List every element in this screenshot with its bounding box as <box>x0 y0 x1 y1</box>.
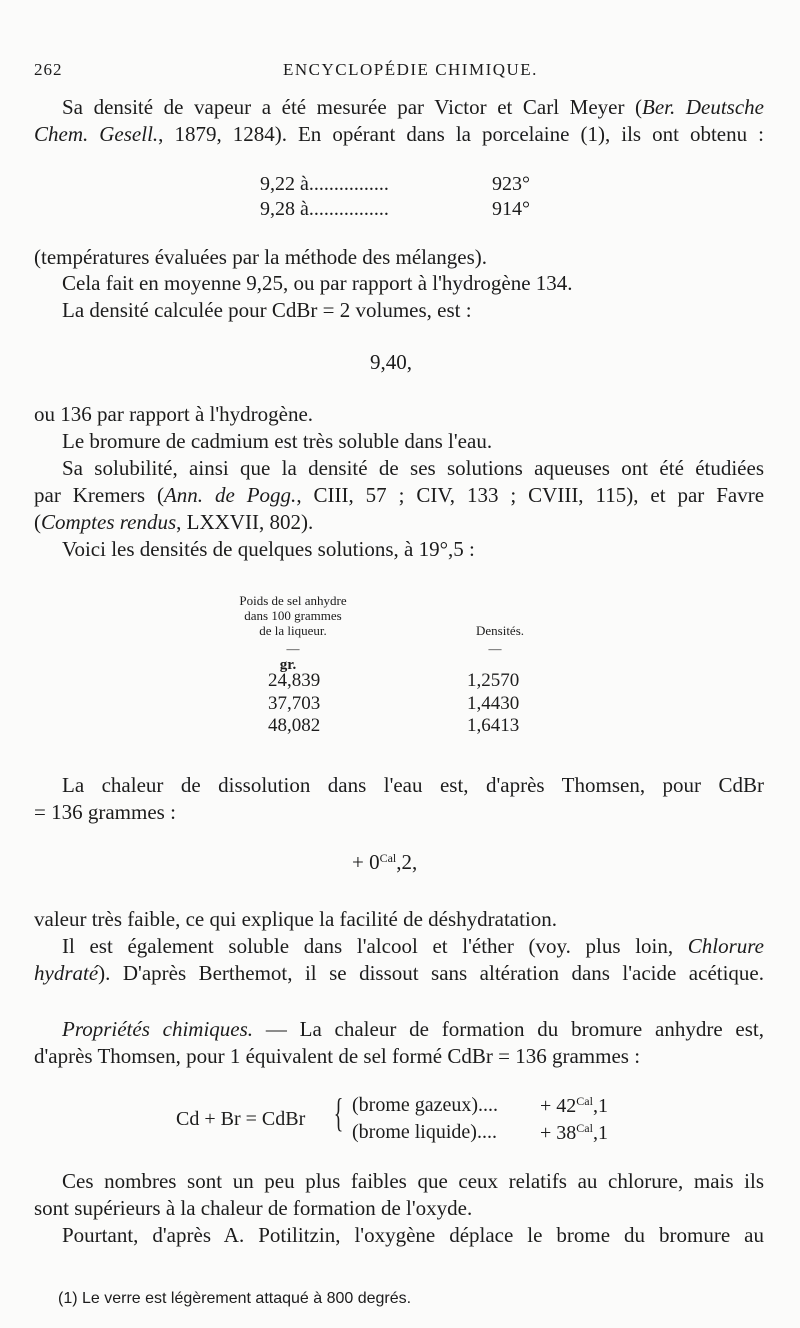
equation-lhs: Cd + Br = CdBr <box>176 1108 306 1130</box>
text-line: ou 136 par rapport à l'hydrogène. <box>34 402 314 426</box>
brace-symbol: { <box>333 1090 344 1135</box>
text-line: Chem. Gesell., 1879, 1284). En opérant dans la porcelaine (1), ils ont obtenu : <box>34 122 764 146</box>
calculated-density: 9,40, <box>370 350 412 374</box>
measure-temp: 923° <box>492 173 530 195</box>
table-dash: — <box>286 641 300 656</box>
table-cell-weight: 24,839 <box>268 670 321 691</box>
equation-case-value: + $42^{Cal},1$ <box>540 1094 608 1117</box>
equation-case-value: + $38^{Cal},1$ <box>540 1121 608 1144</box>
text-line: Ces nombres sont un peu plus faibles que ceux relatifs au chlorure, mais ils <box>62 1169 764 1193</box>
text-line: Sa solubilité, ainsi que la densité de ses solutions aqueuses ont été étudiées <box>62 456 764 480</box>
page-number: 262 <box>34 60 63 79</box>
text-line: Cela fait en moyenne 9,25, ou par rapport à l'hydrogène 134. <box>62 271 573 295</box>
text-line: Propriétés chimiques. — La chaleur de formation du bromure anhydre est, <box>62 1017 764 1041</box>
text-line: Sa densité de vapeur a été mesurée par Victor et Carl Meyer (Ber. Deutsche <box>62 95 764 119</box>
measure-value: 9,28 à................ <box>260 198 389 220</box>
text-line: Pourtant, d'après A. Potilitzin, l'oxygène déplace le brome du bromure au <box>62 1223 764 1247</box>
text-line: Il est également soluble dans l'alcool et l'éther (voy. plus loin, Chlorure <box>62 934 764 958</box>
table-column-header-weight: Poids de sel anhydre dans 100 grammes de la liqueur. <box>239 593 347 638</box>
equation-case-label: (brome liquide).... <box>352 1121 497 1143</box>
table-dash: — <box>488 641 502 656</box>
table-cell-density: 1,4430 <box>467 693 520 714</box>
table-cell-density: 1,6413 <box>467 715 520 736</box>
table-column-header-density: Densités. <box>475 623 525 638</box>
measure-value: 9,22 à................ <box>260 173 389 195</box>
text-line: = 136 grammes : <box>34 800 176 824</box>
text-line: (Comptes rendus, LXXVII, 802). <box>34 510 314 534</box>
table-cell-weight: 48,082 <box>268 715 321 736</box>
text-line: par Kremers (Ann. de Pogg., CIII, 57 ; CIV, 133 ; CVIII, 115), et par Favre <box>34 483 765 507</box>
table-cell-density: 1,2570 <box>467 670 520 691</box>
text-line: Voici les densités de quelques solutions, à 19°,5 : <box>62 537 475 561</box>
running-title: ENCYCLOPÉDIE CHIMIQUE. <box>283 60 538 79</box>
text-line: sont supérieurs à la chaleur de formation de l'oxyde. <box>34 1196 473 1220</box>
text-line: La densité calculée pour CdBr = 2 volumes, est : <box>62 298 472 322</box>
text-line: (températures évaluées par la méthode des mélanges). <box>34 245 488 269</box>
table-unit: gr. <box>279 657 297 673</box>
equation-case-label: (brome gazeux).... <box>352 1094 499 1116</box>
table-cell-weight: 37,703 <box>268 693 321 714</box>
text-line: La chaleur de dissolution dans l'eau est, d'après Thomsen, pour CdBr <box>62 773 764 797</box>
text-line: Le bromure de cadmium est très soluble dans l'eau. <box>62 429 493 453</box>
text-line: valeur très faible, ce qui explique la facilité de déshydratation. <box>34 907 558 931</box>
footnote: (1) Le verre est légèrement attaqué à 800 degrés. <box>58 1290 412 1307</box>
text-line: hydraté). D'après Berthemot, il se dissout sans altération dans l'acide acétique. <box>34 961 764 985</box>
measure-temp: 914° <box>492 198 530 220</box>
heat-value: + $0^{Cal},2$, <box>352 850 418 874</box>
text-line: d'après Thomsen, pour 1 équivalent de sel formé CdBr = 136 grammes : <box>34 1044 641 1068</box>
